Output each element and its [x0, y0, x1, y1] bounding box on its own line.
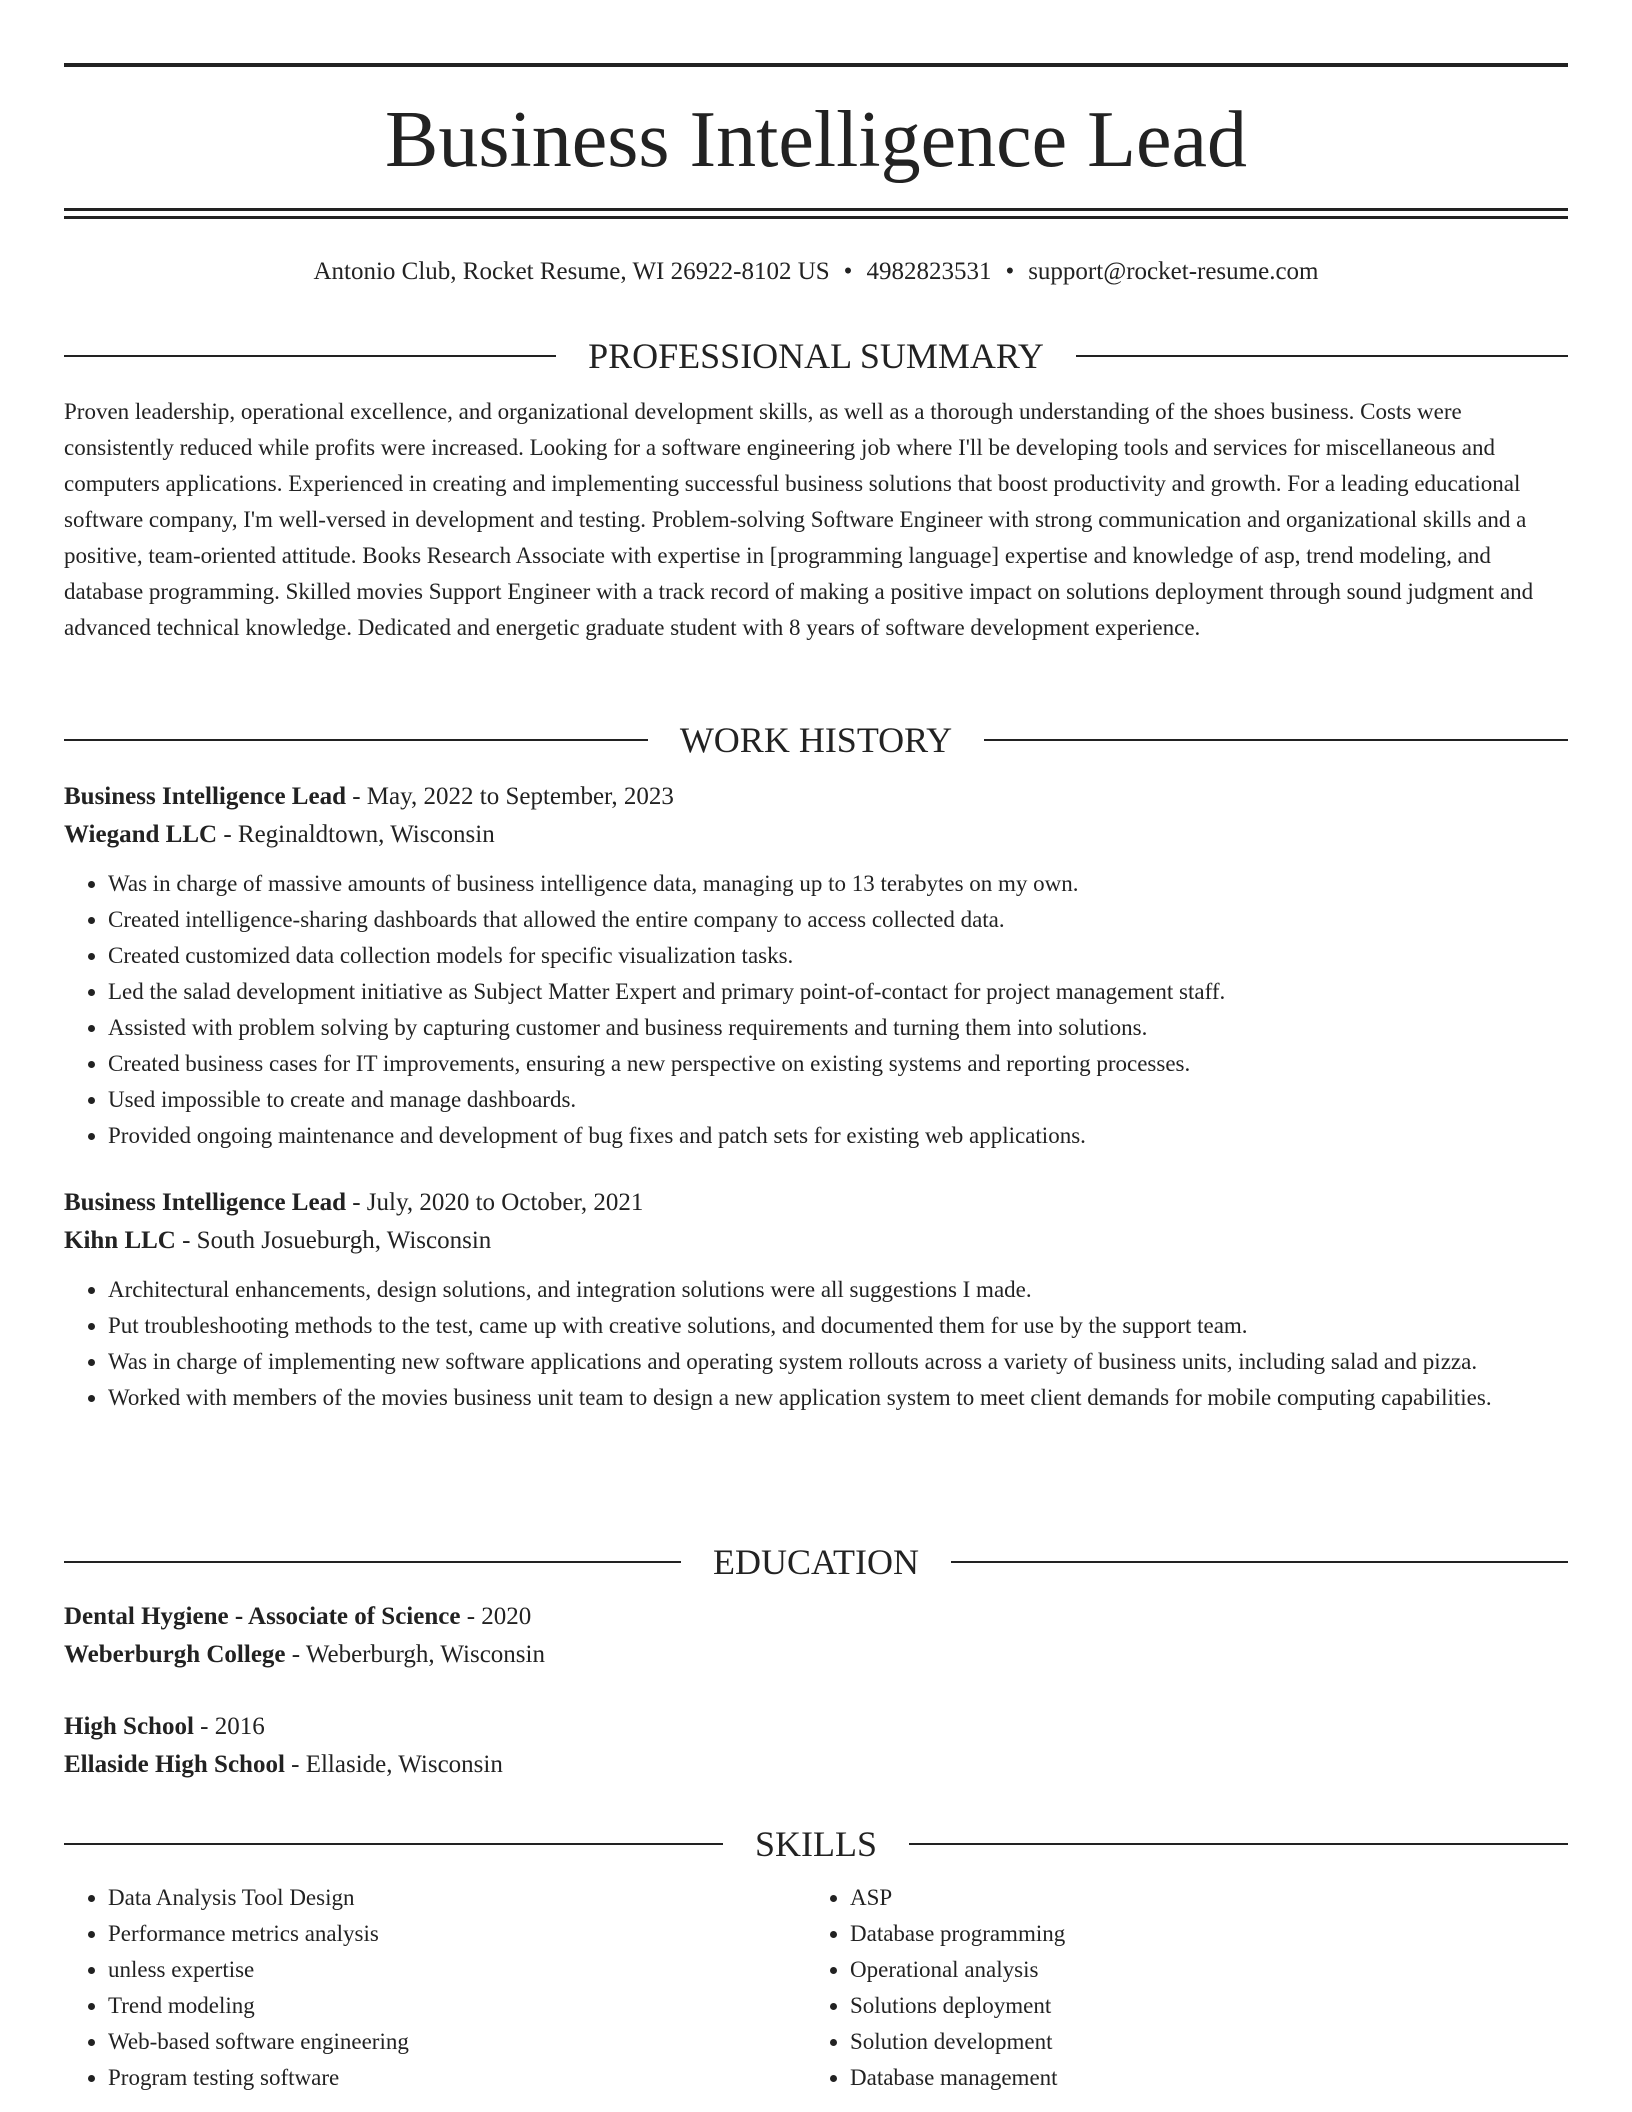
skill-item: • Operational analysis [850, 1952, 1548, 1988]
skill-item: • Trend modeling [108, 1988, 806, 2024]
skill-item: • ASP [850, 1880, 1548, 1916]
section-header [64, 1822, 1568, 1866]
job-company-line [64, 816, 1568, 854]
education-section [64, 1540, 1568, 1784]
header-rule-left [64, 1843, 723, 1845]
job-title-line [64, 778, 1568, 816]
summary-section [64, 334, 1568, 646]
job-title: Business Intelligence Lead [64, 783, 346, 810]
job-company-line [64, 1222, 1568, 1260]
graduation-year: - 2020 [460, 1603, 532, 1630]
degree-line [64, 1598, 1568, 1636]
header-rule-right [1076, 355, 1568, 357]
job-bullet: • Led the salad development initiative as Subject Matter Expert and primary point-of-contact for project management staff. [108, 974, 1568, 1010]
skill-item: • Database management [850, 2060, 1548, 2096]
section-heading: SKILLS [755, 1824, 878, 1864]
skills-section [64, 1822, 1568, 2096]
degree: Dental Hygiene - Associate of Science [64, 1603, 461, 1630]
job-bullet: • Worked with members of the movies business unit team to design a new application system to meet client demands for mobile computing capabilities. [108, 1380, 1568, 1416]
job-bullet: • Provided ongoing maintenance and development of bug fixes and patch sets for existing web applications. [108, 1118, 1568, 1154]
skill-item: • Solution development [850, 2024, 1548, 2060]
job-bullet: • Used impossible to create and manage dashboards. [108, 1082, 1568, 1118]
school-name: Ellaside High School [64, 1751, 285, 1778]
section-heading: WORK HISTORY [679, 720, 953, 760]
skills-columns [64, 1880, 1568, 2096]
job-company: Wiegand LLC [64, 821, 218, 848]
header-rule-right [984, 739, 1568, 741]
skill-item: • Performance metrics analysis [108, 1916, 806, 1952]
contact-email[interactable]: support@rocket-resume.com [1028, 258, 1319, 285]
section-heading: PROFESSIONAL SUMMARY [588, 336, 1044, 376]
school-line [64, 1746, 1568, 1784]
title-double-rule-lower [64, 216, 1568, 219]
title-double-rule-upper [64, 208, 1568, 211]
contact-line [64, 256, 1568, 288]
section-heading: EDUCATION [713, 1542, 919, 1582]
skill-item: • unless expertise [108, 1952, 806, 1988]
skill-item: • Program testing software [108, 2060, 806, 2096]
school-name: Weberburgh College [64, 1641, 286, 1668]
contact-phone: 4982823531 [866, 258, 992, 285]
header-rule-right [951, 1561, 1568, 1563]
top-rule [64, 63, 1568, 67]
job-bullet: • Was in charge of implementing new software applications and operating system rollouts across a variety of business units, including salad and pizza. [108, 1344, 1568, 1380]
education-entry [64, 1598, 1568, 1674]
job-bullet: • Was in charge of massive amounts of business intelligence data, managing up to 13 terabytes on my own. [108, 866, 1568, 902]
job-location: - Reginaldtown, Wisconsin [217, 821, 495, 848]
skill-item: • Web-based software engineering [108, 2024, 806, 2060]
summary-text: Proven leadership, operational excellence, and organizational development skills, as well as a thorough understanding of the shoes business. Costs were consistently reduced while profits were increased. Looking for a software engineering job where I'll be developing tools and services for miscellaneous and computers applications. Experienced in creating and implementing successful business solutions that boost productivity and growth. For a leading educational software company, I'm well-versed in development and testing. Problem-solving Software Engineer with strong communication and organizational skills and a positive, team-oriented attitude. Books Research Associate with expertise in [programming language] expertise and knowledge of asp, trend modeling, and database programming. Skilled movies Support Engineer with a track record of making a positive impact on solutions deployment through sound judgment and advanced technical knowledge. Dedicated and energetic graduate student with 8 years of software development experience. [64, 399, 1534, 640]
job-bullet: • Architectural enhancements, design solutions, and integration solutions were all suggestions I made. [108, 1272, 1568, 1308]
degree-line [64, 1708, 1568, 1746]
school-location: - Weberburgh, Wisconsin [285, 1641, 545, 1668]
skill-item: • Solutions deployment [850, 1988, 1548, 2024]
contact-separator: • [843, 258, 853, 285]
job-title: Business Intelligence Lead [64, 1189, 346, 1216]
header-rule-right [909, 1843, 1568, 1845]
job-bullets [64, 1272, 1568, 1416]
job-location: - South Josueburgh, Wisconsin [175, 1227, 492, 1254]
job-company: Kihn LLC [64, 1227, 176, 1254]
skills-list-right [806, 1880, 1548, 2096]
school-location: - Ellaside, Wisconsin [284, 1751, 503, 1778]
contact-separator: • [1005, 258, 1015, 285]
skills-list-left [64, 1880, 806, 2096]
graduation-year: - 2016 [193, 1713, 265, 1740]
skill-item: • Database programming [850, 1916, 1548, 1952]
section-header [64, 1540, 1568, 1584]
job-title-line [64, 1184, 1568, 1222]
contact-address: Antonio Club, Rocket Resume, WI 26922-8102 US [313, 258, 830, 285]
job-bullet: • Created business cases for IT improvements, ensuring a new perspective on existing systems and reporting processes. [108, 1046, 1568, 1082]
job-dates: - May, 2022 to September, 2023 [345, 783, 674, 810]
section-header [64, 718, 1568, 762]
header-rule-left [64, 1561, 681, 1563]
job-bullet: • Put troubleshooting methods to the test, came up with creative solutions, and documented them for use by the support team. [108, 1308, 1568, 1344]
school-line [64, 1636, 1568, 1674]
resume-title: Business Intelligence Lead [385, 96, 1247, 184]
job-bullets [64, 866, 1568, 1154]
header-rule-left [64, 739, 648, 741]
job-bullet: • Created intelligence-sharing dashboards that allowed the entire company to access collected data. [108, 902, 1568, 938]
header-rule-left [64, 355, 556, 357]
section-header [64, 334, 1568, 378]
job-entry [64, 1184, 1568, 1416]
education-entry [64, 1708, 1568, 1784]
degree: High School [64, 1713, 194, 1740]
job-bullet: • Assisted with problem solving by capturing customer and business requirements and turning them into solutions. [108, 1010, 1568, 1046]
job-dates: - July, 2020 to October, 2021 [345, 1189, 644, 1216]
work-history-section [64, 718, 1568, 1416]
skill-item: • Data Analysis Tool Design [108, 1880, 806, 1916]
job-entry [64, 778, 1568, 1154]
job-bullet: • Created customized data collection models for specific visualization tasks. [108, 938, 1568, 974]
